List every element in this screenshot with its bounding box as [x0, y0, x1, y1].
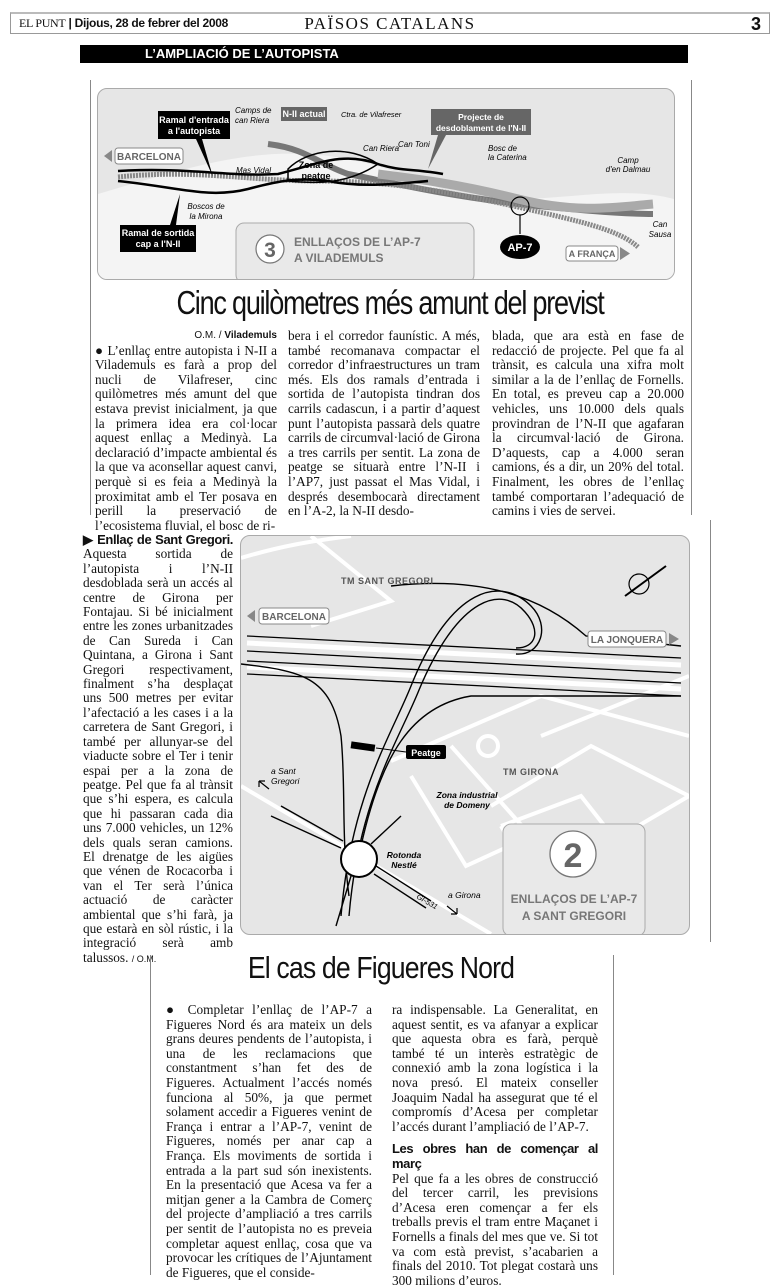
rotonda-label-1: Rotonda: [386, 850, 422, 860]
rotonda-label-2: Nestlé: [391, 860, 417, 870]
can-sausa-label-1: Can: [652, 220, 668, 229]
toll-booth-icon: [351, 741, 376, 751]
article2-col2: [392, 1003, 598, 1288]
rotonda-nestle-roundabout: [341, 841, 377, 877]
map1-title-line2: A VILADEMULS: [294, 251, 384, 265]
peatge-label: Peatge: [411, 748, 441, 758]
header-separator: |: [68, 16, 72, 30]
compass-icon: [625, 566, 666, 596]
ramal-sortida-label-2: cap a l'N-II: [135, 239, 181, 249]
map1-title-line1: ENLLAÇOS DE L’AP-7: [294, 235, 421, 249]
la-jonquera-arrow-icon: [669, 633, 679, 645]
sidebar-lead: ▶ Enllaç de Sant Gregori.: [83, 532, 233, 547]
a-sant-gregori-label-2: Gregori: [271, 776, 300, 786]
article1-col1-text: ● L’enllaç entre autopista i N-II a Vilademuls es farà a prop del nucli de Vilafreser, cinc quilòmetres més amunt del que estava previst inicialment, ja que la primera idea era col·locar aquest enllaç a Medinyà. La declaració d’impacte ambiental és la que va aconsellar aquest canvi, perquè si es feia a Medinyà la proximitat amb el Ter posava en perill la preservació de l’ecosistema fluvial, el bosc de ri-: [95, 342, 277, 533]
a-sant-gregori-label-1: a Sant: [271, 766, 296, 776]
n2-actual-label: N-II actual: [282, 109, 326, 119]
tm-sant-gregori-label: TM SANT GREGORI: [341, 576, 434, 586]
a-franca-label: A FRANÇA: [568, 249, 616, 259]
article2-subhead: Les obres han de començar al març: [392, 1141, 598, 1171]
article1-byline: [95, 329, 277, 344]
zona-industrial-label-2: de Domeny: [444, 800, 490, 810]
gi531-label: GI-531: [415, 891, 440, 912]
ramal-entrada-label-2: a l'autopista: [167, 126, 221, 136]
barcelona-arrow-icon: [104, 150, 112, 162]
ramal-sortida-label-1: Ramal de sortida: [121, 228, 195, 238]
a-girona-label: a Girona: [448, 890, 481, 900]
article2-col1: ● Completar l’enllaç de l’AP-7 a Figueres Nord és ara mateix un dels grans deures pendents de l’autopista, i una de les reclamacions que constantment s’han fet des de Figueres. Actualment l’accés només funciona al 50%, ja que permet solament accedir a Figueres venint de França i entrar a l’AP-7, venint de Figueres, només per anar cap a França. Els moviments de sortida i entrada a la part sud són inexistents. En la presentació que Acesa va fer a mitjan gener a la Cambra de Comerç del projecte d’ampliació a tres carrils per sentit de l’autopista no es preveia completar aquest enllaç, cosa que va provocar les crítiques de l’Ajuntament de Figueres, que el conside-: [166, 1002, 372, 1280]
zona-peatge-label-1: Zona de: [298, 160, 334, 170]
sidebar-text: [83, 533, 233, 966]
section-title: PAÏSOS CATALANS: [304, 14, 476, 33]
map2-number: 2: [563, 837, 583, 875]
barcelona-arrow-icon-2: [247, 610, 255, 622]
ap7-label: AP-7: [507, 242, 533, 254]
article1-headline: Cinc quilòmetres més amunt del previst: [176, 284, 604, 321]
map-vilademuls-graphic: [98, 89, 674, 279]
map2-title-line2: A SANT GREGORI: [521, 909, 627, 923]
issue-date: Dijous, 28 de febrer del 2008: [74, 16, 228, 30]
article1-col2: bera i el corredor faunístic. A més, també recomanava compactar el corredor d’infraestructures un tram més. Els dos ramals d’entrada i sortida de l’autopista tindran dos carrils cadascun, i a partir d’aquest punt l’autopista passarà dels quatre carrils de circumval·lació de Girona a tres carrils per sentit. La zona de peatge se situarà entre l’N-II i l’AP7, just passat el Mas Vidal, i després desembocarà directament en l’A-2, la N-II desdo-: [288, 328, 480, 519]
page-header: [10, 12, 770, 34]
projecte-pointer: [428, 135, 446, 169]
can-toni-label: Can Toni: [398, 140, 430, 149]
bosc-label-2: la Caterina: [488, 153, 527, 162]
zona-peatge-label-2: peatge: [301, 171, 331, 181]
page-number: 3: [750, 14, 761, 34]
barcelona-label-2: BARCELONA: [262, 612, 326, 623]
camps-label-2: can Riera: [235, 116, 270, 125]
camps-label-1: Camps de: [235, 106, 272, 115]
map2-title-line1: ENLLAÇOS DE L’AP-7: [510, 892, 638, 906]
small-roundabout: [478, 736, 498, 756]
article1-col1: [95, 329, 277, 533]
map1-number: 3: [264, 239, 276, 262]
map-sant-gregori-graphic: [241, 536, 689, 934]
zona-industrial-label-1: Zona industrial: [436, 790, 498, 800]
camp-dalmau-label-1: Camp: [617, 156, 639, 165]
article2-headline: El cas de Figueres Nord: [247, 950, 515, 985]
projecte-label-1: Projecte de: [458, 112, 504, 122]
can-sausa-label-2: Sausa: [648, 230, 672, 239]
section-bar: L’AMPLIACIÓ DE L’AUTOPISTA: [80, 45, 688, 63]
article2-col2-text: ra indispensable. La Generalitat, en aquest sentit, es va afanyar a explicar que aquesta obra es farà, perquè també té un interès estratègic de connexió amb la zona logística i la nova presó. El mateix conseller Joaquim Nadal ha assegurat que té el compromís d’Acesa per completar l’accés durant l’ampliació de l’AP-7.: [392, 1002, 598, 1134]
article2-col2b-text: Pel que fa a les obres de construcció del tercer carril, les previsions d’Acesa eren començar a fer els treballs previs el tram entre Maçanet i Fornells a finals del mes que ve. Si tot va com està previst, s’acabarien a finals del 2010. Tot plegat costarà uns 300 milions d’euros.: [392, 1170, 598, 1288]
byline-place: Vilademuls: [224, 330, 277, 341]
la-jonquera-label: LA JONQUERA: [590, 635, 664, 646]
barcelona-label: BARCELONA: [117, 152, 181, 163]
byline-author: O.M. /: [194, 330, 222, 341]
boscos-label-2: la Mirona: [189, 212, 223, 221]
mas-vidal-label: Mas Vidal: [236, 166, 271, 175]
map-sant-gregori: [240, 535, 690, 935]
map-vilademuls: [97, 88, 675, 280]
can-riera-label: Can Riera: [363, 144, 400, 153]
a-sant-gregori-arrow-icon: [259, 781, 269, 789]
ctra-label: Ctra. de Vilafreser: [341, 110, 402, 119]
camp-dalmau-label-2: d'en Dalmau: [605, 165, 651, 174]
sidebar-body: Aquesta sortida de l’autopista i l’N-II desdoblada serà un accés al centre de Girona per Fontajau. Si bé inicialment entre les zones urbanitzades de Can Sureda i Can Quintana, a Girona i Sant Gregori respectivament, finalment s’ha desplaçat uns 500 metres per evitar l’afectació a les cases i a la carretera de Sant Gregori, i també per allunyar-se del viaducte sobre el Ter i tenir espai per a la zona de peatge. Pel que fa al trànsit que s’hi espera, es calcula que hi passaran cada dia uns 7.000 vehicles, un 12% dels quals seran camions. El drenatge de les aigües que vénen de Rocacorba i van el Ter serà l’única actuació de caràcter ambiental que s’hi farà, ja que estarà en sòl rústic, i la integració serà amb talussos.: [83, 546, 233, 965]
ramal-entrada-label-1: Ramal d'entrada: [159, 115, 229, 125]
tm-girona-label: TM GIRONA: [503, 767, 559, 777]
paper-name: EL PUNT: [19, 16, 66, 30]
article1-col3: blada, que ara està en fase de redacció de projecte. Pel que fa al trànsit, es calcula una xifra molt similar a la de l’enllaç de Fornells. En total, es preveu cap a 20.000 vehicles, uns 10.000 dels quals provindran de l’N-II que agafaran la circumval·lació de Girona. D’aquests, cap a 4.000 seran camions, és a dir, un 20% del total. Finalment, les obres de l’enllaç també comportaran l’adequació de camins i vies de servei.: [492, 328, 684, 519]
projecte-label-2: desdoblament de l'N-II: [435, 123, 527, 133]
bosc-label-1: Bosc de: [488, 144, 517, 153]
sidebar-signature: / O.M.: [131, 953, 157, 964]
boscos-label-1: Boscos de: [187, 202, 225, 211]
